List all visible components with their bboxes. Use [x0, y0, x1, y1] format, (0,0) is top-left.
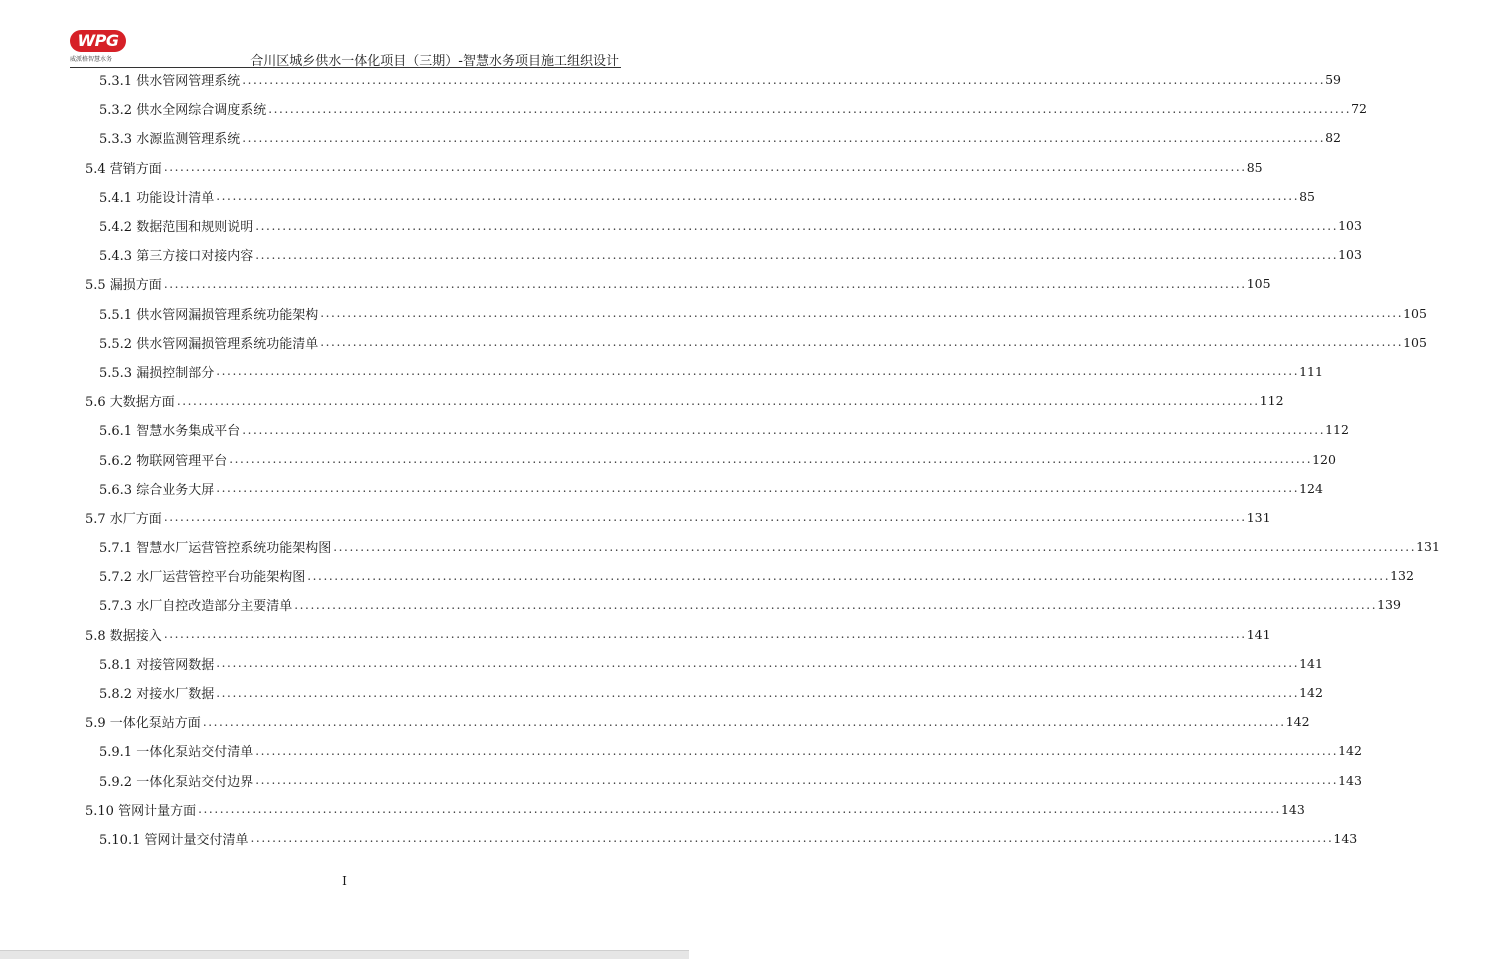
toc-entry-label: 5.4 营销方面: [85, 158, 164, 177]
toc-entry[interactable]: [0, 561, 1414, 590]
toc-entry-page: 105: [1403, 305, 1427, 321]
toc-entry-page: 142: [1338, 743, 1362, 759]
toc-entry-page: 82: [1325, 130, 1342, 146]
toc-entry-page: 142: [1285, 714, 1310, 730]
toc-dot-leader: ........................................................................................................................................................................................................: [198, 802, 1281, 817]
toc-dot-leader: ........................................................................................................................................................................................................: [242, 422, 1326, 437]
toc-entry-page: 143: [1333, 830, 1358, 846]
toc-entry[interactable]: [0, 795, 1305, 824]
toc-dot-leader: ........................................................................................................................................................................................................: [255, 743, 1339, 758]
toc-entry-page: 112: [1259, 393, 1284, 409]
toc-dot-leader: ........................................................................................................................................................................................................: [176, 393, 1260, 408]
toc-entry-label: 5.3.1 供水管网管理系统: [99, 70, 242, 89]
toc-entry-page: 72: [1351, 101, 1368, 117]
toc-entry-label: 5.8 数据接入: [85, 625, 164, 644]
toc-entry[interactable]: [0, 474, 1323, 503]
toc-entry-label: 5.9.1 一体化泵站交付清单: [99, 741, 255, 760]
toc-dot-leader: ........................................................................................................................................................................................................: [320, 306, 1404, 321]
toc-dot-leader: ........................................................................................................................................................................................................: [255, 218, 1339, 233]
toc-entry-page: 59: [1325, 72, 1342, 88]
toc-dot-leader: ........................................................................................................................................................................................................: [163, 627, 1247, 642]
toc-entry[interactable]: [0, 824, 1358, 853]
document-header-title: 合川区城乡供水一体化项目（三期）-智慧水务项目施工组织设计: [250, 54, 619, 69]
toc-entry[interactable]: [0, 123, 1342, 152]
toc-entry-label: 5.3.2 供水全网综合调度系统: [99, 99, 268, 118]
toc-entry-page: 141: [1299, 655, 1323, 671]
toc-entry-label: 5.3.3 水源监测管理系统: [99, 128, 242, 147]
toc-entry[interactable]: [0, 620, 1271, 649]
toc-entry[interactable]: [0, 415, 1349, 444]
toc-entry-label: 5.5.2 供水管网漏损管理系统功能清单: [99, 333, 320, 352]
toc-entry[interactable]: [0, 678, 1323, 707]
toc-dot-leader: ........................................................................................................................................................................................................: [163, 510, 1247, 525]
toc-dot-leader: ........................................................................................................................................................................................................: [216, 685, 1300, 700]
toc-entry[interactable]: [0, 649, 1323, 678]
toc-entry[interactable]: [0, 182, 1316, 211]
toc-entry-label: 5.5.3 漏损控制部分: [99, 362, 216, 381]
toc-entry-label: 5.10.1 管网计量交付清单: [99, 829, 250, 848]
toc-entry-label: 5.5 漏损方面: [85, 274, 164, 293]
toc-dot-leader: ........................................................................................................................................................................................................: [163, 276, 1247, 291]
toc-entry[interactable]: [0, 357, 1323, 386]
toc-entry-label: 5.5.1 供水管网漏损管理系统功能架构: [99, 304, 320, 323]
company-logo: [70, 30, 130, 66]
toc-entry[interactable]: [0, 590, 1401, 619]
logo-subtitle: 威派格智慧水务: [70, 56, 113, 63]
toc-entry-page: 141: [1246, 626, 1271, 642]
toc-entry[interactable]: [0, 386, 1284, 415]
toc-entry-page: 131: [1246, 509, 1271, 525]
toc-entry[interactable]: [0, 444, 1336, 473]
toc-dot-leader: ........................................................................................................................................................................................................: [242, 130, 1326, 145]
toc-entry-page: 105: [1246, 276, 1271, 292]
toc-entry[interactable]: [0, 65, 1342, 94]
toc-entry-label: 5.10 管网计量方面: [85, 800, 198, 819]
page-number: I: [342, 874, 347, 888]
toc-entry-label: 5.7.1 智慧水厂运营管控系统功能架构图: [99, 537, 333, 556]
toc-dot-leader: ........................................................................................................................................................................................................: [216, 189, 1300, 204]
toc-entry-label: 5.6.1 智慧水务集成平台: [99, 420, 242, 439]
toc-entry[interactable]: [0, 94, 1368, 123]
toc-entry[interactable]: [0, 532, 1440, 561]
toc-dot-leader: ........................................................................................................................................................................................................: [216, 364, 1300, 379]
toc-entry[interactable]: [0, 503, 1271, 532]
toc-entry-label: 5.6.3 综合业务大屏: [99, 479, 216, 498]
toc-entry[interactable]: [0, 736, 1362, 765]
toc-entry-label: 5.7.2 水厂运营管控平台功能架构图: [99, 566, 307, 585]
toc-dot-leader: ........................................................................................................................................................................................................: [320, 335, 1404, 350]
toc-dot-leader: ........................................................................................................................................................................................................: [229, 452, 1313, 467]
toc-dot-leader: ........................................................................................................................................................................................................: [294, 597, 1378, 612]
toc-entry[interactable]: [0, 299, 1427, 328]
toc-entry-label: 5.7 水厂方面: [85, 508, 164, 527]
toc-entry-label: 5.6 大数据方面: [85, 391, 177, 410]
table-of-contents: [0, 65, 1440, 853]
toc-entry-page: 103: [1338, 218, 1362, 234]
toc-entry[interactable]: [0, 707, 1310, 736]
toc-entry-page: 142: [1299, 685, 1323, 701]
toc-dot-leader: ........................................................................................................................................................................................................: [307, 568, 1391, 583]
toc-entry[interactable]: [0, 240, 1362, 269]
toc-entry-label: 5.9 一体化泵站方面: [85, 712, 203, 731]
toc-entry-page: 85: [1246, 159, 1263, 175]
toc-entry[interactable]: [0, 269, 1271, 298]
toc-entry-page: 103: [1338, 247, 1362, 263]
toc-entry[interactable]: [0, 328, 1427, 357]
toc-entry-label: 5.7.3 水厂自控改造部分主要清单: [99, 595, 294, 614]
toc-entry-page: 132: [1390, 568, 1414, 584]
toc-entry-page: 131: [1416, 539, 1440, 555]
toc-entry-label: 5.6.2 物联网管理平台: [99, 450, 229, 469]
toc-entry-label: 5.8.2 对接水厂数据: [99, 683, 216, 702]
toc-entry-page: 124: [1299, 480, 1323, 496]
toc-entry-page: 85: [1299, 188, 1316, 204]
toc-entry-label: 5.4.1 功能设计清单: [99, 187, 216, 206]
toc-dot-leader: ........................................................................................................................................................................................................: [250, 831, 1334, 846]
toc-entry-page: 143: [1280, 801, 1305, 817]
toc-entry-page: 143: [1338, 772, 1362, 788]
logo-badge: WPG: [70, 30, 126, 52]
toc-entry-page: 120: [1312, 451, 1336, 467]
toc-dot-leader: ........................................................................................................................................................................................................: [216, 481, 1300, 496]
toc-entry-page: 105: [1403, 334, 1427, 350]
toc-dot-leader: ........................................................................................................................................................................................................: [255, 247, 1339, 262]
toc-entry-label: 5.4.2 数据范围和规则说明: [99, 216, 255, 235]
toc-entry-page: 112: [1325, 422, 1349, 438]
toc-dot-leader: ........................................................................................................................................................................................................: [216, 656, 1300, 671]
toc-entry[interactable]: [0, 153, 1263, 182]
toc-entry[interactable]: [0, 211, 1362, 240]
toc-dot-leader: ........................................................................................................................................................................................................: [163, 160, 1247, 175]
toc-dot-leader: ........................................................................................................................................................................................................: [242, 72, 1326, 87]
toc-entry-page: 111: [1299, 363, 1323, 379]
toc-entry[interactable]: [0, 766, 1362, 795]
toc-dot-leader: ........................................................................................................................................................................................................: [255, 773, 1339, 788]
viewer-bottom-bar: [0, 950, 689, 959]
toc-dot-leader: ........................................................................................................................................................................................................: [268, 101, 1352, 116]
toc-dot-leader: ........................................................................................................................................................................................................: [333, 539, 1417, 554]
toc-entry-label: 5.4.3 第三方接口对接内容: [99, 245, 255, 264]
toc-entry-page: 139: [1377, 597, 1401, 613]
toc-dot-leader: ........................................................................................................................................................................................................: [202, 714, 1286, 729]
toc-entry-label: 5.9.2 一体化泵站交付边界: [99, 771, 255, 790]
toc-entry-label: 5.8.1 对接管网数据: [99, 654, 216, 673]
